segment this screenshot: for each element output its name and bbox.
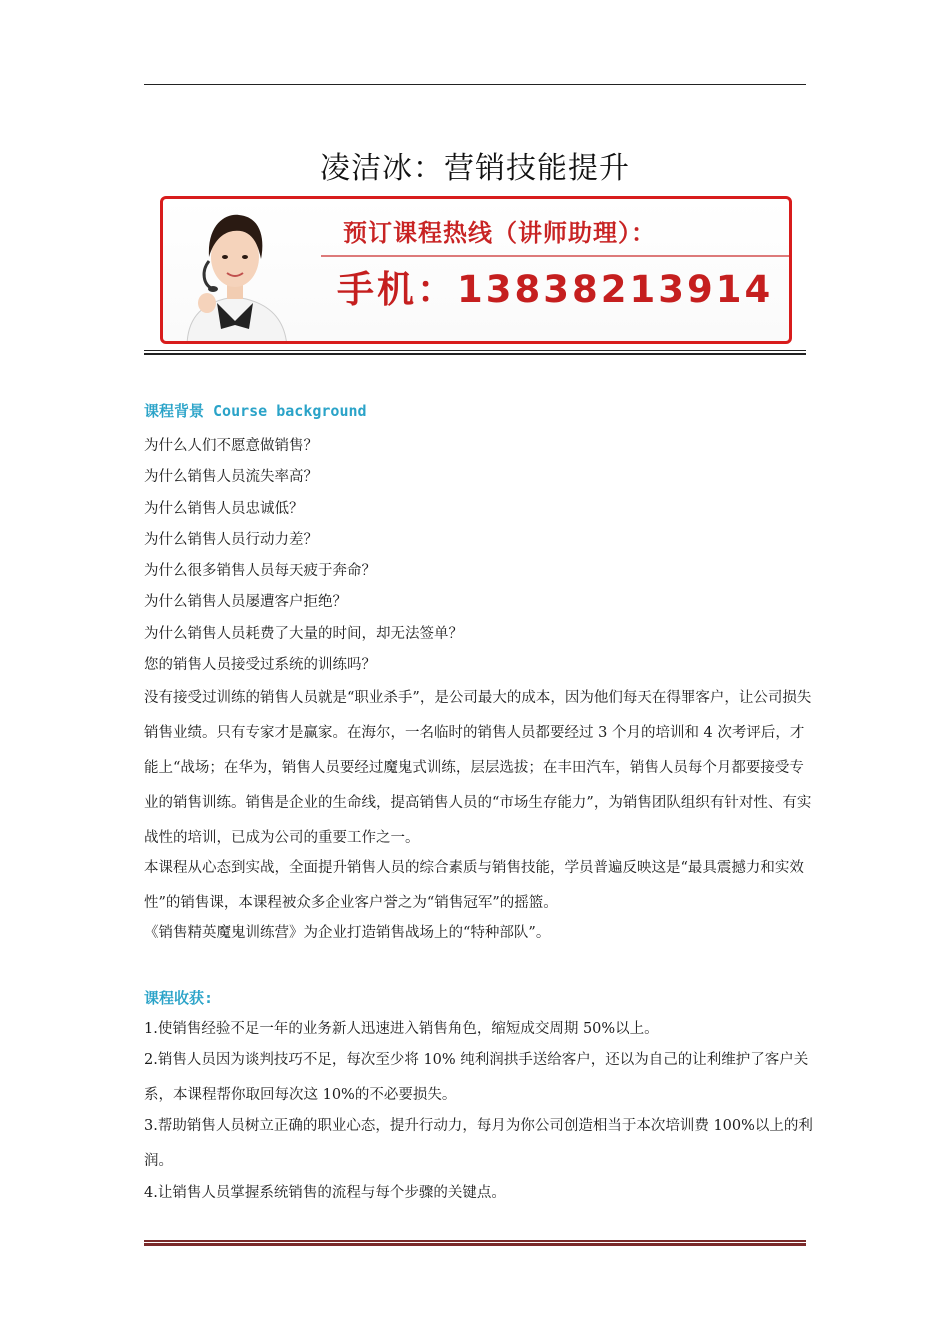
gain-item-1: 1.使销售经验不足一年的业务新人迅速进入销售角色，缩短成交周期 50%以上。 bbox=[144, 1021, 659, 1037]
phone-number: 手机：13838213914 bbox=[337, 268, 774, 311]
background-paragraph-1: 没有接受过训练的销售人员就是“职业杀手”，是公司最大的成本，因为他们每天在得罪客户，让公司损失销售业绩。只有专家才是赢家。在海尔，一名临时的销售人员都要经过 3 个月的培训和 4 次考评后，才能上“战场；在华为，销售人员要经过魔鬼式训练，层层选拔；在丰田汽车，销售人员每个月都要接受专业的销售训练。销售是企业的生命线，提高销售人员的“市场生存能力”，为销售团队组织有针对性、有实战性的培训，已成为公司的重要工作之一。 bbox=[144, 690, 812, 846]
gain-item-4: 4.让销售人员掌握系统销售的流程与每个步骤的关键点。 bbox=[144, 1185, 506, 1201]
top-rule bbox=[144, 84, 806, 85]
hotline-banner bbox=[160, 196, 792, 344]
gain-item-3: 3.帮助销售人员树立正确的职业心态，提升行动力，每月为你公司创造相当于本次培训费 100%以上的利润。 bbox=[144, 1118, 813, 1169]
list-item: 为什么销售人员屡遭客户拒绝？ bbox=[144, 594, 347, 611]
list-item: 您的销售人员接受过系统的训练吗？ bbox=[144, 657, 376, 674]
question-list bbox=[144, 431, 814, 681]
page-title: 凌洁冰：营销技能提升 bbox=[320, 151, 630, 186]
background-paragraph-2: 本课程从心态到实战，全面提升销售人员的综合素质与销售技能，学员普遍反映这是“最具震撼力和实效性”的销售课，本课程被众多企业客户誉之为“销售冠军”的摇篮。 bbox=[144, 860, 804, 911]
header-double-rule bbox=[144, 350, 806, 355]
list-item: 为什么销售人员忠诚低？ bbox=[144, 500, 304, 517]
list-item: 为什么销售人员耗费了大量的时间，却无法签单？ bbox=[144, 625, 463, 642]
list-item: 为什么销售人员行动力差？ bbox=[144, 531, 318, 548]
gain-item-2: 2.销售人员因为谈判技巧不足，每次至少将 10% 纯利润拱手送给客户，还以为自己的让利维护了客户关系，本课程帮你取回每次这 10%的不必要损失。 bbox=[144, 1052, 809, 1103]
hotline-label: 预订课程热线（讲师助理）： bbox=[343, 219, 656, 247]
customer-service-person-image bbox=[169, 199, 299, 344]
list-item: 为什么很多销售人员每天疲于奔命？ bbox=[144, 563, 376, 580]
background-heading: 课程背景 Course background bbox=[144, 402, 367, 420]
footer-rule bbox=[144, 1240, 806, 1246]
banner-divider bbox=[321, 255, 791, 257]
background-paragraph-3: 《销售精英魔鬼训练营》为企业打造销售战场上的“特种部队”。 bbox=[144, 925, 551, 941]
list-item: 为什么人们不愿意做销售？ bbox=[144, 438, 318, 454]
list-item: 为什么销售人员流失率高？ bbox=[144, 469, 318, 486]
gains-heading: 课程收获: bbox=[144, 989, 214, 1007]
